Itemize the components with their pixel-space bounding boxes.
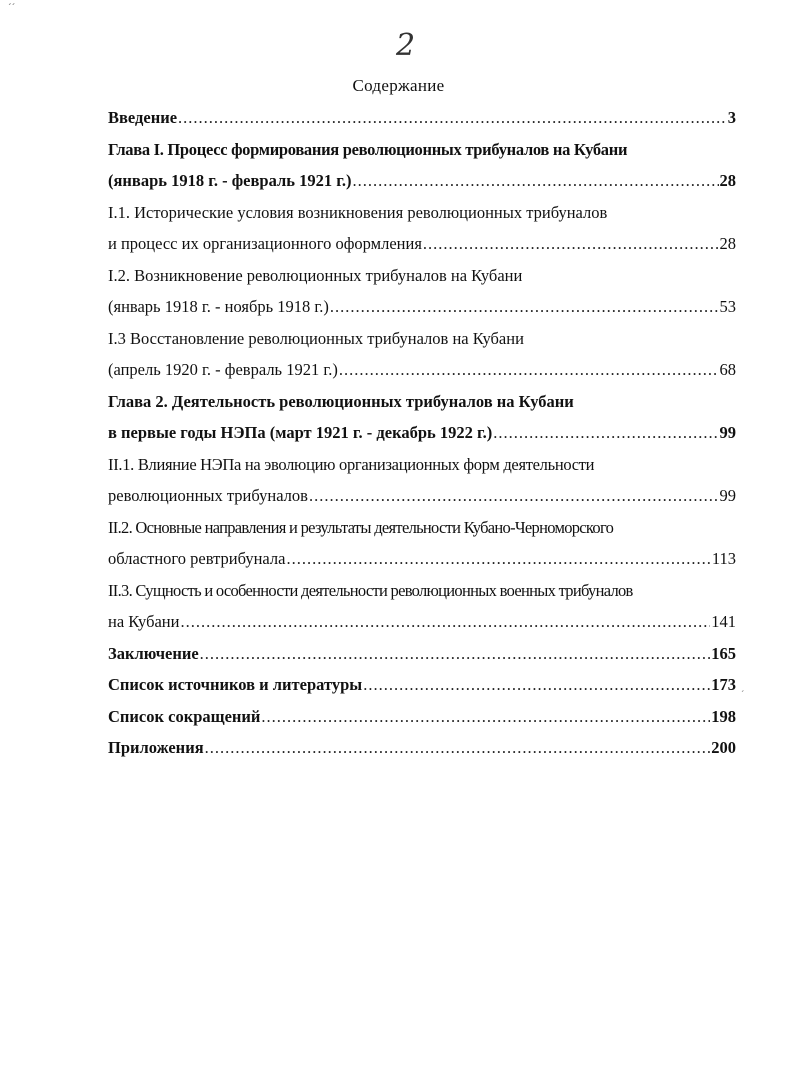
toc-entry-page: 68 (719, 360, 736, 379)
toc-entry-page: 99 (719, 423, 736, 442)
scan-mark: ˊˊ (8, 2, 16, 14)
toc-entry-text: Список сокращений (108, 706, 261, 726)
toc-entry-page: 141 (711, 612, 736, 631)
table-of-contents (108, 105, 736, 767)
toc-leader (423, 231, 719, 257)
toc-entry-page: 200 (711, 738, 736, 757)
toc-entry (108, 641, 736, 673)
toc-leader (493, 420, 718, 446)
toc-entry (108, 704, 736, 736)
page-title: Содержание (352, 76, 445, 95)
toc-entry-text: II.3. Сущность и особенности деятельности революционных военных трибуналов (108, 580, 633, 600)
toc-entry-text: Заключение (108, 643, 199, 663)
toc-entry-text: I.3 Восстановление революционных трибуналов на Кубани (108, 328, 524, 348)
toc-entry (108, 357, 736, 389)
toc-entry (108, 200, 736, 232)
toc-entry (108, 483, 736, 515)
toc-entry (108, 515, 736, 547)
toc-entry-page: 3 (727, 108, 736, 127)
toc-entry (108, 672, 736, 704)
toc-entry (108, 609, 736, 641)
toc-entry (108, 294, 736, 326)
toc-entry (108, 452, 736, 484)
toc-leader (352, 168, 718, 194)
toc-entry (108, 263, 736, 295)
toc-entry-text: областного ревтрибунала (108, 549, 286, 568)
toc-entry-page: 28 (719, 171, 736, 190)
toc-entry-text: Глава 2. Деятельность революционных трибуналов на Кубани (108, 391, 574, 411)
toc-entry-text: Введение (108, 108, 178, 127)
toc-entry-text: в первые годы НЭПа (март 1921 г. - декабрь 1922 г.) (108, 423, 493, 442)
toc-entry (108, 546, 736, 578)
toc-entry-text: революционных трибуналов (108, 486, 308, 505)
toc-leader (200, 641, 711, 667)
toc-entry-page: 198 (711, 706, 736, 726)
toc-entry-page: 28 (719, 234, 736, 253)
toc-entry-page: 53 (719, 297, 736, 316)
toc-entry (108, 578, 736, 610)
toc-entry-page: 113 (711, 549, 736, 568)
toc-leader (309, 483, 719, 509)
toc-leader (330, 294, 719, 320)
page-number: 2 (396, 28, 416, 63)
toc-entry (108, 168, 736, 200)
toc-leader (180, 609, 710, 635)
toc-entry (108, 735, 736, 767)
toc-entry-page: 173 (711, 675, 736, 694)
toc-entry (108, 420, 736, 452)
toc-entry (108, 326, 736, 358)
toc-entry-text: Приложения (108, 738, 204, 757)
toc-leader (178, 105, 727, 131)
toc-entry-text: II.2. Основные направления и результаты деятельности Кубано-Черноморского (108, 517, 614, 537)
toc-entry (108, 231, 736, 263)
scan-speck: ˊ (741, 690, 745, 701)
toc-entry-text: и процесс их организационного оформления (108, 234, 422, 253)
toc-entry-page: 99 (719, 486, 736, 505)
toc-leader (339, 357, 719, 383)
toc-entry-text: на Кубани (108, 612, 180, 631)
toc-entry-text: II.1. Влияние НЭПа на эволюцию организационных форм деятельности (108, 454, 595, 474)
toc-entry-page: 165 (711, 643, 736, 663)
toc-leader (261, 704, 710, 730)
toc-entry-text: (апрель 1920 г. - февраль 1921 г.) (108, 360, 338, 379)
toc-entry-text: (январь 1918 г. - февраль 1921 г.) (108, 171, 352, 190)
toc-entry-text: Список источников и литературы (108, 675, 363, 694)
toc-entry (108, 389, 736, 421)
toc-entry-text: I.1. Исторические условия возникновения революционных трибуналов (108, 202, 608, 222)
toc-entry (108, 137, 736, 169)
toc-leader (205, 735, 711, 761)
toc-entry (108, 105, 736, 137)
toc-entry-text: I.2. Возникновение революционных трибуналов на Кубани (108, 265, 523, 285)
toc-entry-text: Глава I. Процесс формирования революционных трибуналов на Кубани (108, 139, 628, 159)
toc-entry-text: (январь 1918 г. - ноябрь 1918 г.) (108, 297, 329, 316)
toc-leader (286, 546, 710, 572)
toc-leader (363, 672, 710, 698)
